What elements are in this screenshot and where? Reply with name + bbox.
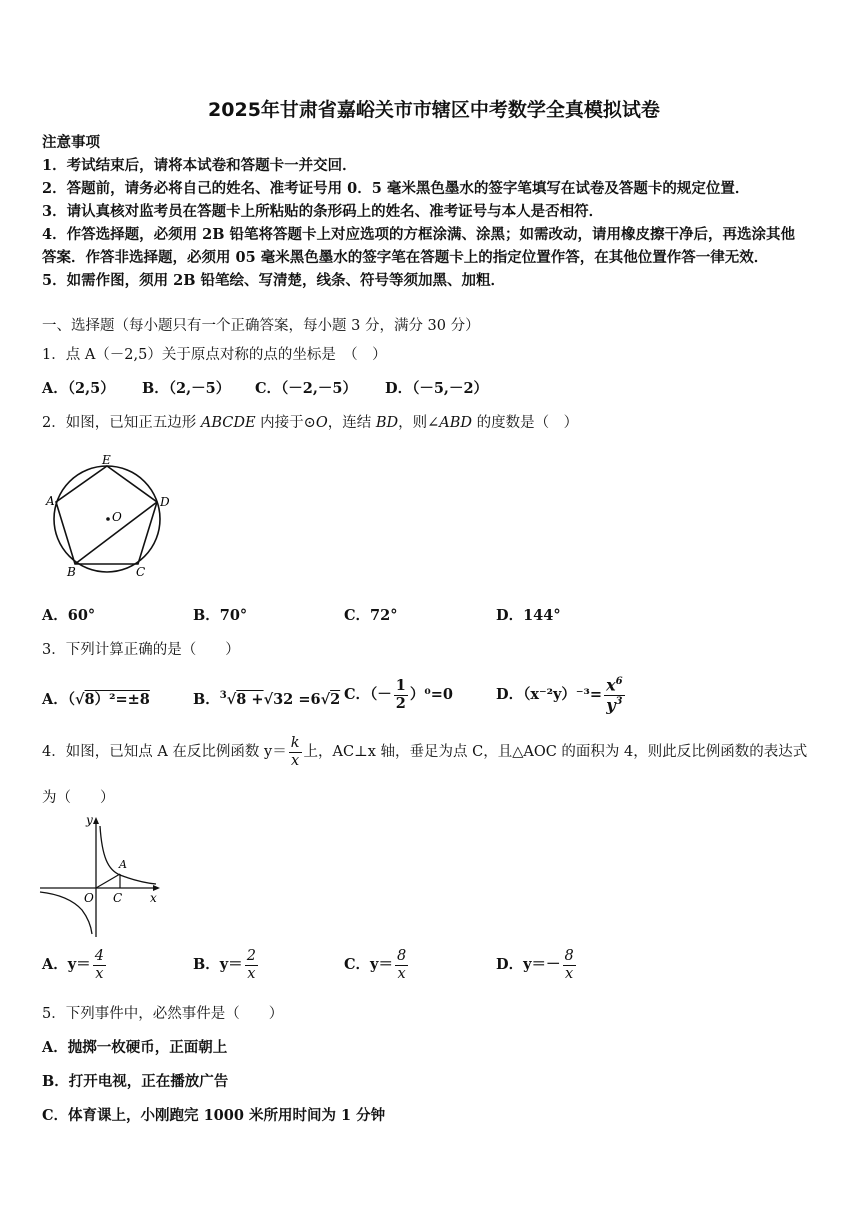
q1-option-c: C．（－2,－5） bbox=[255, 380, 358, 397]
question-2-stem: 2．如图，已知正五边形 ABCDE 内接于⊙O，连结 BD，则∠ABD 的度数是（ ） bbox=[42, 415, 579, 431]
q3-option-a: A．（√8）²=±8 bbox=[42, 691, 150, 708]
question-4-stem-continued: 为（ ） bbox=[42, 790, 115, 806]
q2-option-b: B．70° bbox=[193, 607, 248, 624]
segment-oa bbox=[96, 874, 120, 888]
q4-option-a: A．y＝ $\frac{4}{x}$ bbox=[42, 948, 104, 982]
q4-option-d: D．y＝－ $\frac{8}{x}$ bbox=[496, 948, 574, 982]
label-e: E bbox=[102, 453, 111, 467]
label-d: D bbox=[160, 495, 170, 509]
y-axis-arrow bbox=[93, 817, 99, 824]
q1-option-d: D．（－5,－2） bbox=[385, 380, 489, 397]
notice-item: 答案．作答非选择题，必须用 05 毫米黑色墨水的签字笔在答题卡上的指定位置作答，在其他位置作答一律无效． bbox=[42, 249, 769, 266]
q3-option-d: D．（x⁻²y）⁻³= $\frac{x^6}{y^3}$ bbox=[496, 675, 623, 715]
label-a: A bbox=[46, 494, 55, 508]
notice-item: 2．答题前，请务必将自己的姓名、准考证号用 0．5 毫米黑色墨水的签字笔填写在试卷及答题卡的规定位置． bbox=[42, 180, 750, 197]
question-1-stem: 1．点 A（－2,5）关于原点对称的点的坐标是 （ ） bbox=[42, 347, 387, 363]
q2-option-a: A．60° bbox=[42, 607, 96, 624]
q2-option-d: D．144° bbox=[496, 607, 561, 624]
q4-option-c: C．y＝ $\frac{8}{x}$ bbox=[344, 948, 407, 982]
notice-item: 3．请认真核对监考员在答题卡上所粘贴的条形码上的姓名、准考证号与本人是否相符． bbox=[42, 203, 604, 220]
section-heading: 一、选择题（每小题只有一个正确答案，每小题 3 分，满分 30 分） bbox=[42, 318, 480, 334]
q1-option-a: A．（2,5） bbox=[42, 380, 115, 397]
q4-option-b: B．y＝ $\frac{2}{x}$ bbox=[193, 948, 256, 982]
q2-option-c: C．72° bbox=[344, 607, 398, 624]
question-4-stem: 4．如图，已知点 A 在反比例函数 y＝ $\frac{k}{x}$ 上，AC⊥x 轴，垂足为点 C，且△AOC 的面积为 4，则此反比例函数的表达式 bbox=[42, 735, 808, 769]
notice-heading: 注意事项 bbox=[42, 134, 100, 151]
hyperbola-branch-1 bbox=[100, 826, 156, 884]
label-a: A bbox=[119, 858, 127, 871]
question-5-stem: 5．下列事件中，必然事件是（ ） bbox=[42, 1006, 284, 1022]
q5-option-c: C．体育课上，小刚跑完 1000 米所用时间为 1 分钟 bbox=[42, 1107, 386, 1124]
pentagon-figure bbox=[40, 450, 180, 580]
label-o: O bbox=[84, 891, 94, 905]
notice-item: 4．作答选择题，必须用 2B 铅笔将答题卡上对应选项的方框涂满、涂黑；如需改动，请用橡皮擦干净后，再选涂其他 bbox=[42, 226, 796, 243]
center-point bbox=[106, 517, 110, 521]
q5-option-b: B．打开电视，正在播放广告 bbox=[42, 1073, 229, 1090]
label-o: O bbox=[112, 510, 122, 524]
notice-item: 5．如需作图，须用 2B 铅笔绘、写清楚，线条、符号等须加黑、加粗． bbox=[42, 272, 506, 289]
label-c: C bbox=[113, 891, 123, 905]
label-b: B bbox=[67, 565, 76, 579]
q3-option-b: B．$^3$√8 +√32 =6√2 bbox=[193, 690, 341, 708]
question-3-stem: 3．下列计算正确的是（ ） bbox=[42, 642, 240, 658]
q1-option-b: B．（2,－5） bbox=[142, 380, 231, 397]
label-y: y bbox=[86, 813, 93, 827]
page-title: 2025年甘肃省嘉峪关市市辖区中考数学全真模拟试卷 bbox=[208, 99, 660, 121]
hyperbola-figure bbox=[38, 812, 168, 942]
label-c: C bbox=[136, 565, 146, 579]
notice-item: 1．考试结束后，请将本试卷和答题卡一并交回． bbox=[42, 157, 357, 174]
q3-option-c: C．（－ $\frac{1}{2}$ ）⁰=0 bbox=[344, 677, 453, 712]
label-x: x bbox=[150, 891, 157, 905]
q5-option-a: A．抛掷一枚硬币，正面朝上 bbox=[42, 1039, 228, 1056]
